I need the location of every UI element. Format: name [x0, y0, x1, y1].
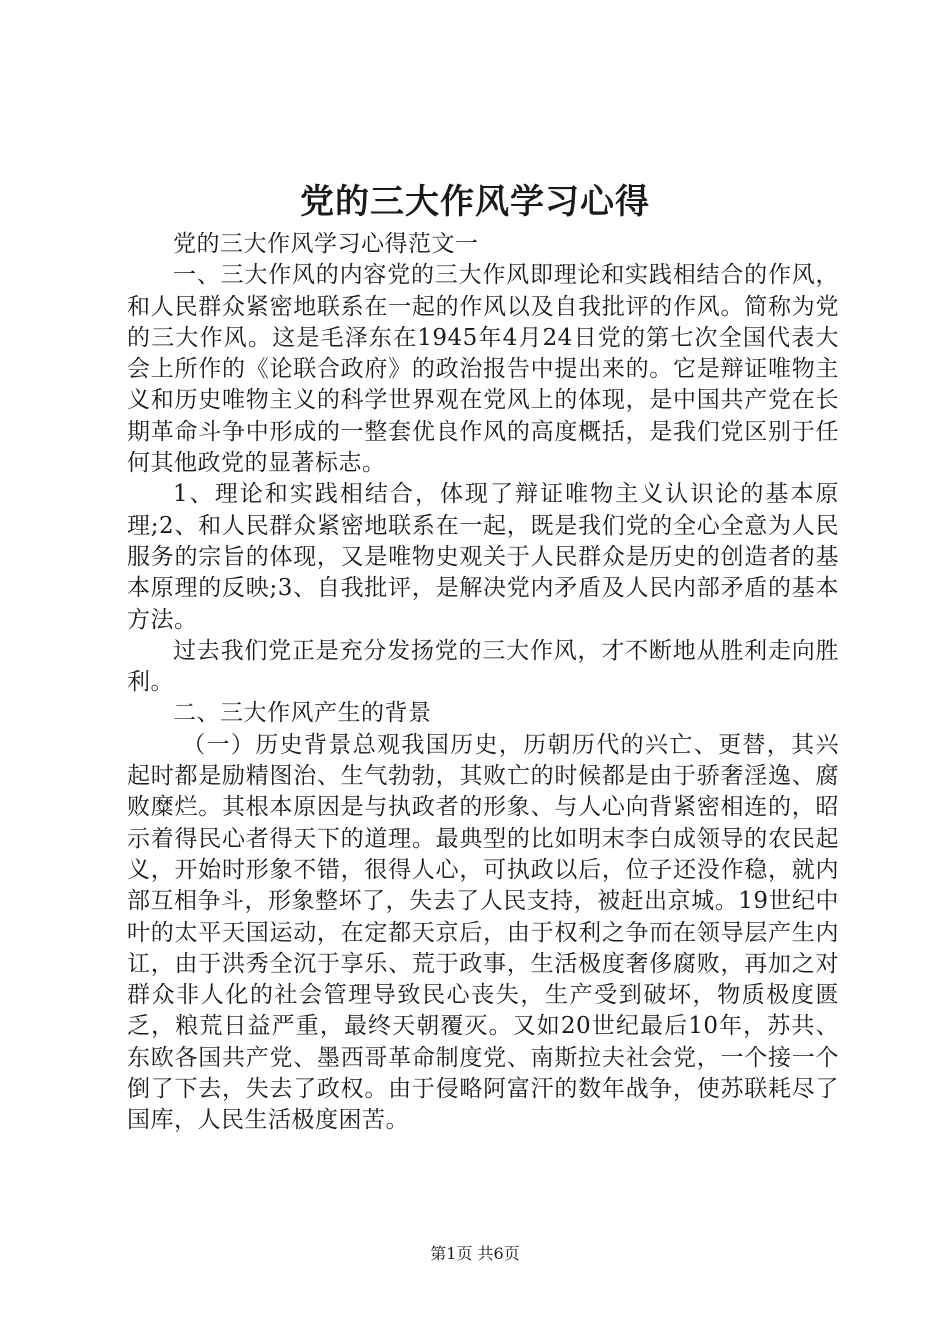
document-body	[127, 229, 839, 1137]
paragraph-principles: 1、理论和实践相结合，体现了辩证唯物主义认识论的基本原理;2、和人民群众紧密地联系在一起，既是我们党的全心全意为人民服务的宗旨的体现，又是唯物史观关于人民群众是历史的创造者的基本原理的反映;3、自我批评，是解决党内矛盾及人民内部矛盾的基本方法。	[127, 481, 839, 633]
page-number-footer: 第1页 共6页	[430, 1244, 520, 1263]
document-title: 党的三大作风学习心得	[300, 182, 650, 222]
paragraph-victory: 过去我们党正是充分发扬党的三大作风，才不断地从胜利走向胜利。	[127, 637, 839, 696]
paragraph-section-two-heading: 二、三大作风产生的背景	[173, 700, 432, 727]
paragraph-historical-background: （一）历史背景总观我国历史，历朝历代的兴亡、更替，其兴起时都是励精图治、生气勃勃，其败亡的时候都是由于骄奢淫逸、腐败糜烂。其根本原因是与执政者的形象、与人心向背紧密相连的，昭示着得民心者得天下的道理。最典型的比如明末李白成领导的农民起义，开始时形象不错，很得人心，可执政以后，位子还没作稳，就内部互相争斗，形象整坏了，失去了人民支持，被赶出京城。19世纪中叶的太平天国运动，在定都天京后，由于权利之争而在领导层产生内讧，由于洪秀全沉于享乐、荒于政事，生活极度奢侈腐败，再加之对群众非人化的社会管理导致民心丧失，生产受到破坏，物质极度匮乏，粮荒日益严重，最终天朝覆灭。又如20世纪最后10年，苏共、东欧各国共产党、墨西哥革命制度党、南斯拉夫社会党，一个接一个倒了下去，失去了政权。由于侵略阿富汗的数年战争，使苏联耗尽了国库，人民生活极度困苦。	[127, 731, 839, 1134]
paragraph-section-one: 一、三大作风的内容党的三大作风即理论和实践相结合的作风，和人民群众紧密地联系在一起的作风以及自我批评的作风。简称为党的三大作风。这是毛泽东在1945年4月24日党的第七次全国代表大会上所作的《论联合政府》的政治报告中提出来的。它是辩证唯物主义和历史唯物主义的科学世界观在党风上的体现，是中国共产党在长期革命斗争中形成的一整套优良作风的高度概括，是我们党区别于任何其他政党的显著标志。	[127, 262, 839, 477]
paragraph-subtitle: 党的三大作风学习心得范文一	[173, 231, 479, 257]
